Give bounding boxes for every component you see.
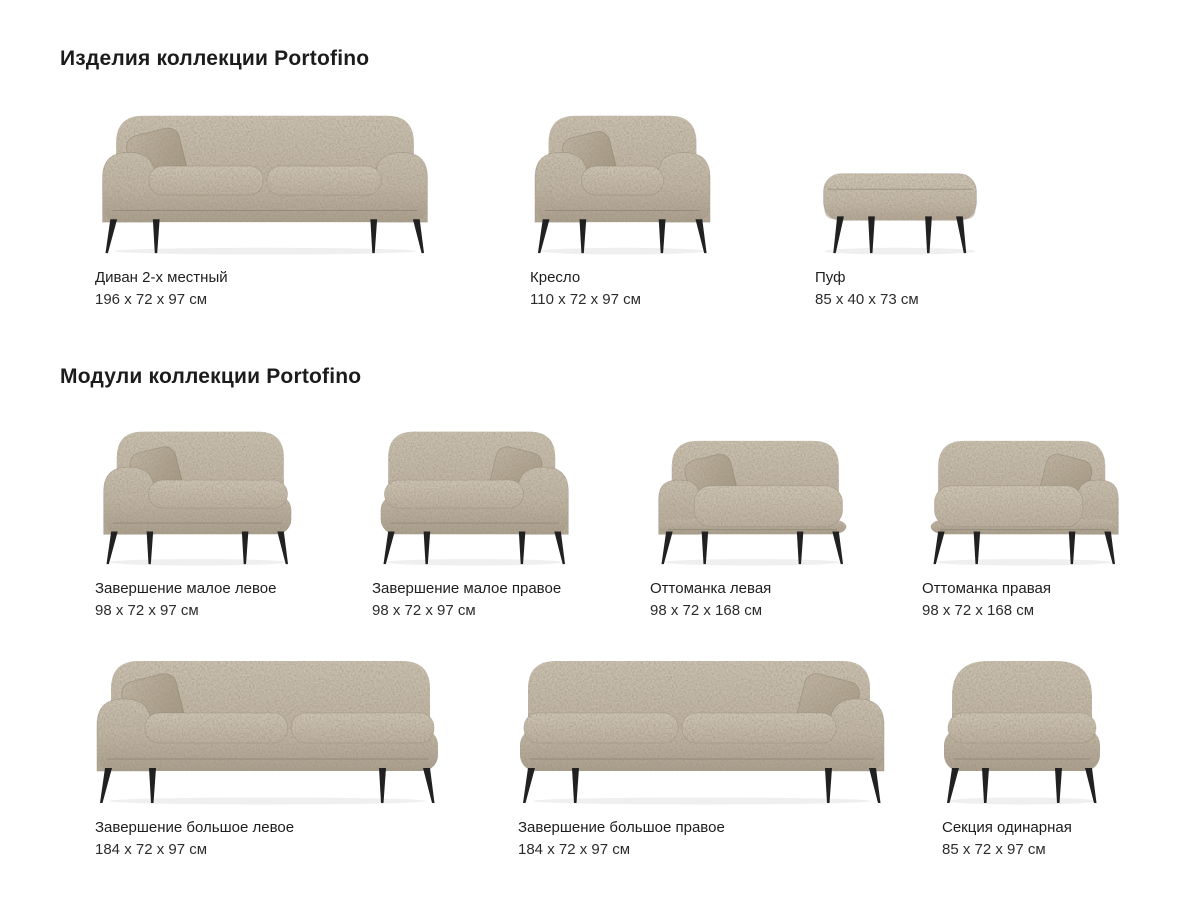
section-products	[60, 0, 1200, 310]
furniture-name: Оттоманка левая	[650, 580, 772, 597]
furniture-figure	[95, 110, 435, 255]
furniture-name: Завершение большое правое	[518, 819, 725, 836]
section-modules	[60, 310, 1200, 860]
furniture-name: Завершение большое левое	[95, 819, 295, 836]
section-title-modules: Модули коллекции Portofino	[60, 365, 362, 388]
figure-end-large-left	[95, 655, 440, 805]
furniture-figure	[815, 110, 985, 255]
furniture-item-end-large-right	[518, 655, 886, 860]
furniture-dims: 196 х 72 х 97 см	[95, 291, 208, 308]
section-title-products: Изделия коллекции Portofino	[60, 47, 370, 70]
furniture-item-ottoman-right	[922, 426, 1127, 621]
furniture-dims: 184 х 72 х 97 см	[95, 841, 208, 858]
figure-end-small-left	[95, 426, 300, 566]
furniture-dims: 85 х 40 х 73 см	[815, 291, 919, 308]
furniture-figure	[95, 655, 440, 805]
figure-pouf	[815, 110, 985, 255]
figure-armchair	[530, 110, 715, 255]
furniture-item-end-large-left	[95, 655, 440, 860]
furniture-figure	[530, 110, 715, 255]
furniture-dims: 98 х 72 х 97 см	[95, 602, 199, 619]
furniture-dims: 98 х 72 х 97 см	[372, 602, 476, 619]
furniture-dims: 110 х 72 х 97 см	[530, 291, 641, 308]
furniture-item-end-small-right	[372, 426, 577, 621]
furniture-name: Завершение малое правое	[372, 580, 562, 597]
furniture-item-section-single	[942, 655, 1102, 860]
furniture-item-armchair	[530, 110, 715, 310]
furniture-dims: 98 х 72 х 168 см	[650, 602, 763, 619]
figure-section-single	[942, 655, 1102, 805]
furniture-name: Завершение малое левое	[95, 580, 277, 597]
figure-end-small-right	[372, 426, 577, 566]
furniture-dims: 184 х 72 х 97 см	[518, 841, 631, 858]
furniture-figure	[95, 426, 300, 566]
modules-rows	[60, 426, 1200, 860]
furniture-figure	[518, 655, 886, 805]
furniture-figure	[942, 655, 1102, 805]
furniture-name: Пуф	[815, 269, 846, 286]
figure-ottoman-left	[650, 426, 855, 566]
furniture-item-end-small-left	[95, 426, 300, 621]
products-rows	[60, 110, 1200, 310]
furniture-figure	[650, 426, 855, 566]
figure-ottoman-right	[922, 426, 1127, 566]
furniture-row	[60, 655, 1200, 860]
furniture-row	[60, 426, 1200, 621]
furniture-dims: 98 х 72 х 168 см	[922, 602, 1035, 619]
furniture-row	[60, 110, 1200, 310]
furniture-name: Диван 2-х местный	[95, 269, 228, 286]
figure-sofa-2seat	[95, 110, 435, 255]
figure-end-large-right	[518, 655, 886, 805]
furniture-dims: 85 х 72 х 97 см	[942, 841, 1046, 858]
furniture-name: Оттоманка правая	[922, 580, 1051, 597]
furniture-item-pouf	[815, 110, 985, 310]
furniture-name: Кресло	[530, 269, 581, 286]
furniture-figure	[922, 426, 1127, 566]
furniture-figure	[372, 426, 577, 566]
furniture-item-sofa-2seat	[95, 110, 435, 310]
furniture-name: Секция одинарная	[942, 819, 1072, 836]
furniture-item-ottoman-left	[650, 426, 855, 621]
